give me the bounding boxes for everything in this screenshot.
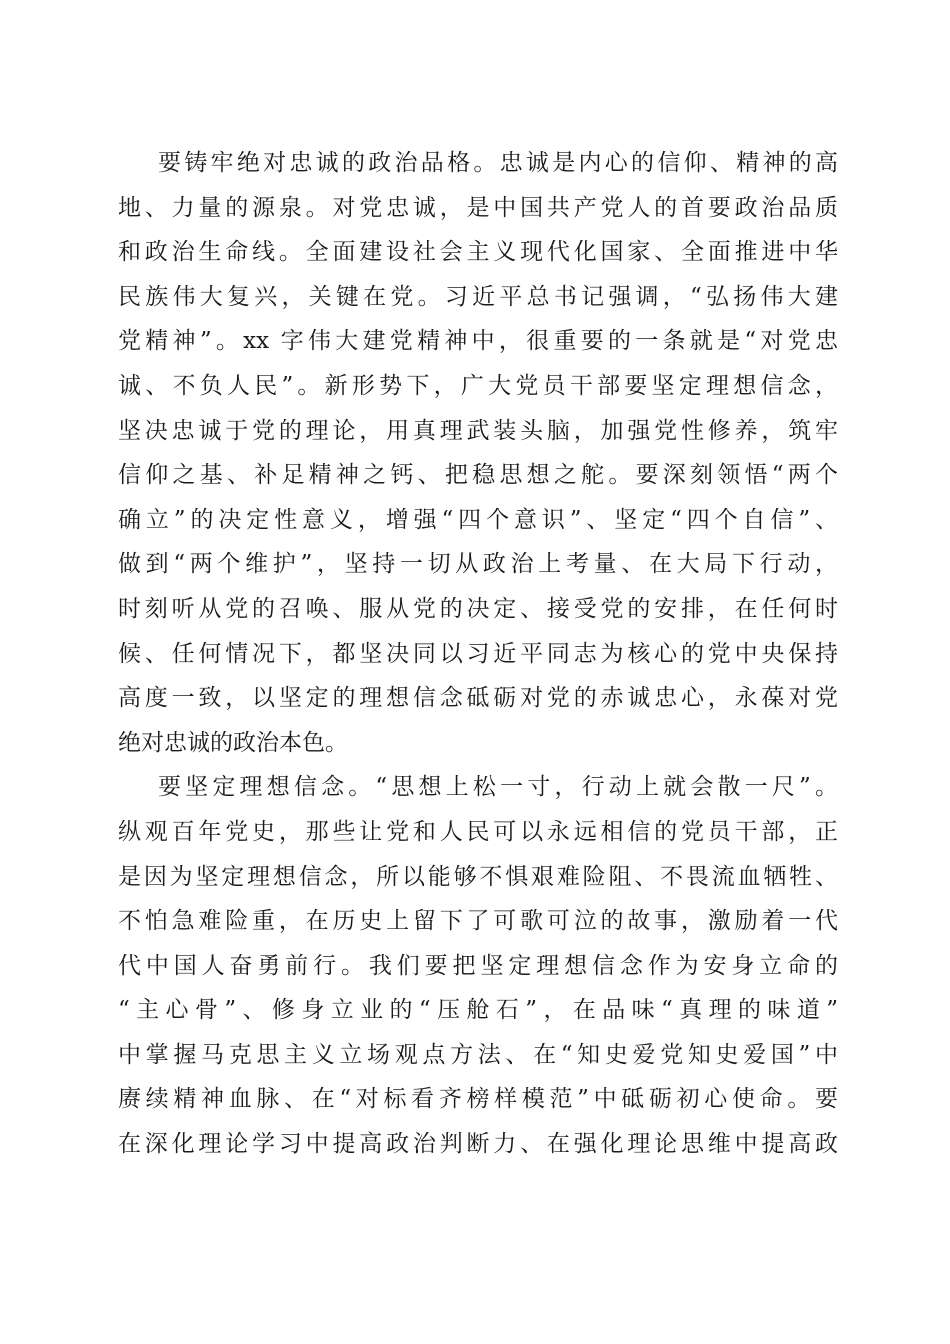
paragraph-2-line-5: 代中国人奋勇前行。我们要把坚定理想信念作为安身立命的 — [118, 952, 838, 979]
paragraph-2-line-2: 纵观百年党史，那些让党和人民可以永远相信的党员干部，正 — [118, 818, 838, 845]
paragraph-2-line-1: 要坚定理想信念。“思想上松一寸，行动上就会散一尺”。 — [158, 774, 838, 801]
paragraph-1-line-2: 地、力量的源泉。对党忠诚，是中国共产党人的首要政治品质 — [118, 194, 838, 221]
paragraph-1-line-10: 做到“两个维护”，坚持一切从政治上考量、在大局下行动， — [118, 551, 838, 578]
paragraph-1-line-9: 确立”的决定性意义，增强“四个意识”、坚定“四个自信”、 — [118, 506, 838, 533]
paragraph-2-line-8: 赓续精神血脉、在“对标看齐榜样模范”中砥砺初心使命。要 — [118, 1086, 838, 1113]
paragraph-1-line-11: 时刻听从党的召唤、服从党的决定、接受党的安排，在任何时 — [118, 595, 838, 622]
paragraph-2-line-7: 中掌握马克思主义立场观点方法、在“知史爱党知史爱国”中 — [118, 1041, 838, 1068]
paragraph-2-line-3: 是因为坚定理想信念，所以能够不惧艰难险阻、不畏流血牺牲、 — [118, 863, 838, 890]
paragraph-1-line-3: 和政治生命线。全面建设社会主义现代化国家、全面推进中华 — [118, 239, 838, 266]
paragraph-1-line-6: 诚、不负人民”。新形势下，广大党员干部要坚定理想信念， — [118, 372, 838, 399]
paragraph-1-line-8: 信仰之基、补足精神之钙、把稳思想之舵。要深刻领悟“两个 — [118, 462, 838, 489]
paragraph-1-line-7: 坚决忠诚于党的理论，用真理武装头脑，加强党性修养，筑牢 — [118, 417, 838, 444]
paragraph-1-line-12: 候、任何情况下，都坚决同以习近平同志为核心的党中央保持 — [118, 640, 838, 667]
paragraph-1-line-14: 绝对忠诚的政治本色。 — [118, 729, 348, 756]
paragraph-2-line-6: “主心骨”、修身立业的“压舱石”，在品味“真理的味道” — [118, 997, 838, 1024]
document-body — [118, 141, 838, 1167]
paragraph-1-line-1: 要铸牢绝对忠诚的政治品格。忠诚是内心的信仰、精神的高 — [158, 150, 838, 176]
paragraph-1-line-5: 党精神”。xx 字伟大建党精神中，很重要的一条就是“对党忠 — [118, 328, 838, 355]
paragraph-1-line-13: 高度一致，以坚定的理想信念砥砺对党的赤诚忠心，永葆对党 — [118, 685, 838, 712]
paragraph-2-line-9: 在深化理论学习中提高政治判断力、在强化理论思维中提高政 — [118, 1131, 838, 1158]
paragraph-2-line-4: 不怕急难险重，在历史上留下了可歌可泣的故事，激励着一代 — [118, 908, 838, 935]
paragraph-1-line-4: 民族伟大复兴，关键在党。习近平总书记强调，“弘扬伟大建 — [118, 283, 838, 310]
